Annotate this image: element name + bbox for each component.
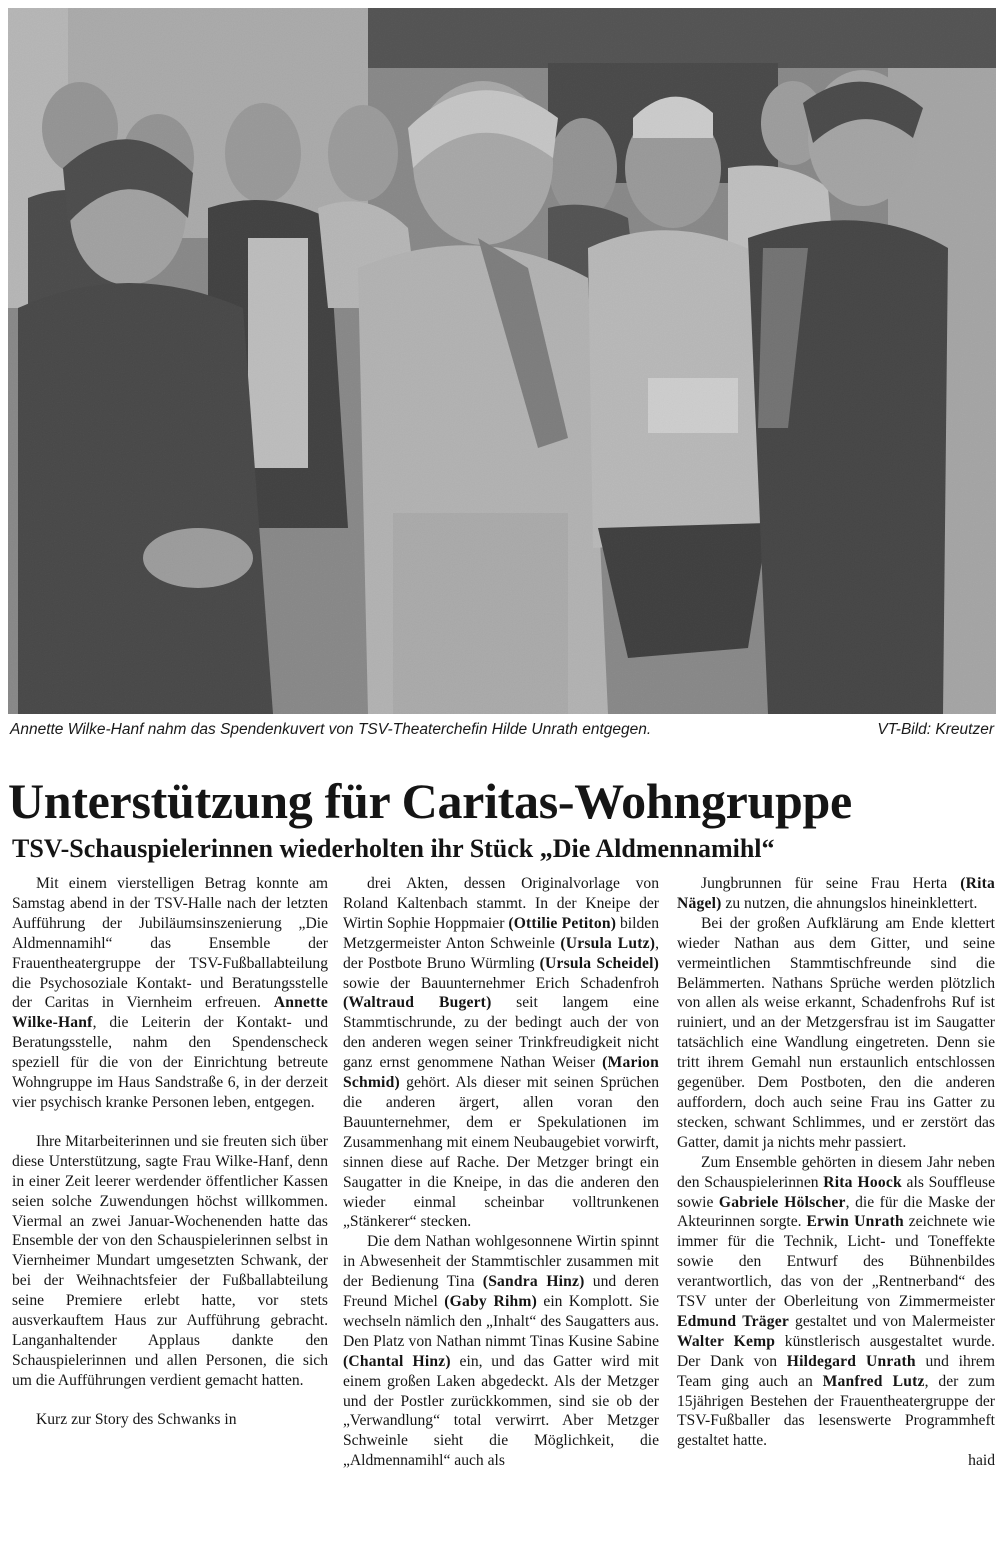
person-name: Annette Wilke-Hanf (12, 994, 328, 1032)
person-name: (Ursula Scheidel) (539, 954, 659, 972)
article-column-2 (343, 874, 659, 1554)
paragraph-text: drei Akten, dessen Originalvorlage von Roland Kaltenbach stammt. In der Kneipe der Wirtin Sophie Hoppmaier (343, 875, 659, 932)
person-name: Erwin Unrath (806, 1213, 904, 1231)
person-name: Edmund Träger (677, 1312, 790, 1330)
person-name: (Ottilie Petiton) (508, 914, 617, 932)
article-paragraph (343, 874, 659, 1232)
paragraph-text: ein, und das Gatter wird mit einem großen Laken abgedeckt. Als der Metzger und der Postler zurückkommen, sind sie ob der „Verwandlung“ total verwirrt. Aber Metzger Schweinle sieht die Möglichkeit, die „Aldmennamihl“ auch als (343, 1352, 659, 1470)
paragraph-text: , der zum 15jährigen Bestehen der Frauentheatergruppe der TSV-Fußballer das lesenswerte Programmheft gestaltet hatte. (677, 1372, 995, 1450)
article-paragraph (343, 1232, 659, 1471)
paragraph-text: Jungbrunnen für seine Frau Herta (701, 875, 961, 892)
article-paragraph (677, 914, 995, 1153)
group-photo-icon (8, 8, 996, 714)
person-name: (Rita Nägel) (677, 875, 995, 912)
person-name: (Chantal Hinz) (343, 1352, 451, 1370)
person-name: (Marion Schmid) (343, 1054, 659, 1092)
paragraph-text: Bei der großen Aufklärung am Ende klettert wieder Nathan aus dem Gitter, und seine vermeintlichen Stammtischfreunde sind die Belämmerten. Nathans Sprüche werden plötzlich von allen als weise erkannt, Schadenfrohs Ruf ist ruiniert, und an der Metzgersfrau ist im Saugatter tatsächlich eine Wandlung eingetreten. Denn sie tritt ihrem Gemahl nun erstaunlich entschlossen gegenüber. Dem Postboten, den die anderen auffordern, doch auch seine Frau ins Gatter zu stecken, schwant Schlimmes, und er zerstört das Gatter, damit ja nichts mehr passiert. (677, 914, 995, 1151)
caption-text: Annette Wilke-Hanf nahm das Spendenkuvert von TSV-Theaterchefin Hilde Unrath entgegen. (10, 721, 652, 738)
paragraph-text: , die für die Maske der Akteurinnen sorgte. (677, 1193, 995, 1231)
paragraph-text: Kurz zur Story des Schwanks in (36, 1410, 237, 1428)
paragraph-text: Mit einem vierstelligen Betrag konnte am Samstag abend in der TSV-Halle nach der letzten Aufführung der Jubiläumsinszenierung „Die Aldmennamihl“ das Ensemble der Frauentheatergruppe der TSV-Fußballabteilung die Psychosoziale Kontakt- und Beratungsstelle der Caritas in Viernheim erfreuen. (12, 875, 328, 1012)
photo-caption (10, 719, 994, 741)
person-name: Walter Kemp (677, 1332, 776, 1350)
paragraph-text: haid (968, 1452, 995, 1470)
article-headline: Unterstützung für Caritas-Wohngruppe (8, 773, 852, 829)
article-paragraph (12, 874, 328, 1113)
article-paragraph (12, 1132, 328, 1391)
article-paragraph (677, 1451, 995, 1471)
article-paragraph (12, 1410, 328, 1430)
paragraph-text: und deren Freund Michel (343, 1273, 659, 1311)
person-name: (Waltraud Bugert) (343, 994, 492, 1012)
paragraph-text: zu nutzen, die ahnungslos hineinklettert. (721, 894, 978, 912)
article-paragraph (677, 1153, 995, 1452)
paragraph-text: , der Postbote Bruno Würmling (343, 934, 659, 972)
article-column-3 (677, 874, 995, 1554)
paragraph-text: ein Komplott. Sie wechseln nämlich den „Inhalt“ des Saugatters aus. Den Platz von Nathan nimmt Tinas Kusine Sabine (343, 1293, 659, 1350)
paragraph-text: gehört. Als dieser mit seinen Sprüchen die anderen ärgert, allen voran den Bauunternehmer, dem er Spekulationen im Zusammenhang mit einem Neubaugebiet vorwirft, sinnen diese auf Rache. Der Metzger bringt ein Saugatter in die Kneipe, in das die anderen den wieder einmal scheinbar volltrunkenen „Stänkerer“ stecken. (343, 1074, 659, 1231)
paragraph-text: und ihrem Team ging auch an (677, 1352, 995, 1390)
paragraph-text: zeichnete wie immer für die Technik, Licht- und Toneffekte sowie den Entwurf des Bühnenbildes verantwortlich, das von der „Rentnerband“ des TSV unter der Oberleitung von Zimmermeister (677, 1213, 995, 1311)
person-name: Manfred Lutz (822, 1372, 925, 1390)
person-name: (Sandra Hinz) (482, 1273, 585, 1291)
paragraph-text: Zum Ensemble gehörten in diesem Jahr neben den Schauspielerinnen (677, 1153, 995, 1191)
article-subheadline: TSV-Schauspielerinnen wiederholten ihr Stück „Die Aldmennamihl“ (12, 834, 775, 863)
paragraph-text: sowie der Bauunternehmer Erich Schadenfroh (343, 974, 659, 992)
photo-credit: VT-Bild: Kreutzer (877, 721, 994, 738)
paragraph-text: , die Leiterin der Kontakt- und Beratungsstelle, nahm den Spendenscheck speziell für die von der Einrichtung betreute Wohngruppe im Haus Sandstraße 6, in der derzeit vier psychisch kranke Personen leben, entgegen. (12, 1014, 328, 1111)
paragraph-text: gestaltet und von Malermeister (789, 1312, 995, 1330)
person-name: (Gaby Rihm) (444, 1293, 537, 1311)
person-name: Gabriele Hölscher (718, 1193, 846, 1211)
paragraph-text: Die dem Nathan wohlgesonnene Wirtin spinnt in Abwesenheit der Stammtischler zusammen mit der Bedienung Tina (343, 1233, 659, 1291)
paragraph-text: Ihre Mitarbeiterinnen und sie freuten sich über diese Unterstützung, sagte Frau Wilke-Hanf, denn in einer Zeit leerer werdender öffentlicher Kassen seien solche Zuwendungen höchst willkommen. Viermal an zwei Januar-Wochenenden hatte das Ensemble der von den Schauspielerinnen selbst in Viernheimer Mundart umgesetzten Schwank, der bei der Weihnachtsfeier der Fußballabteilung seine Premiere erlebt hatte, vor stets ausverkauftem Haus zur Aufführung gebracht. Langanhaltender Applaus dankte den Schauspielerinnen und allen Personen, die sich um die Aufführungen verdient gemacht hatten. (12, 1132, 328, 1389)
paragraph-text: bilden Metzgermeister Anton Schweinle (343, 914, 659, 952)
article-column-1 (12, 874, 328, 1554)
paragraph-text: künstlerisch ausgestaltet wurde. Der Dank von (677, 1332, 995, 1370)
paragraph-text: als Souffleuse sowie (677, 1173, 995, 1211)
group-photo (8, 8, 996, 714)
person-name: Rita Hoock (823, 1173, 902, 1191)
person-name: Hildegard Unrath (786, 1352, 916, 1370)
article-paragraph (677, 874, 995, 914)
person-name: (Ursula Lutz) (560, 934, 656, 952)
paragraph-text: seit langem eine Stammtischrunde, zu der bedingt auch der von den anderen wegen seiner Trinkfreudigkeit nicht ganz ernst genommene Nathan Weiser (343, 994, 659, 1072)
